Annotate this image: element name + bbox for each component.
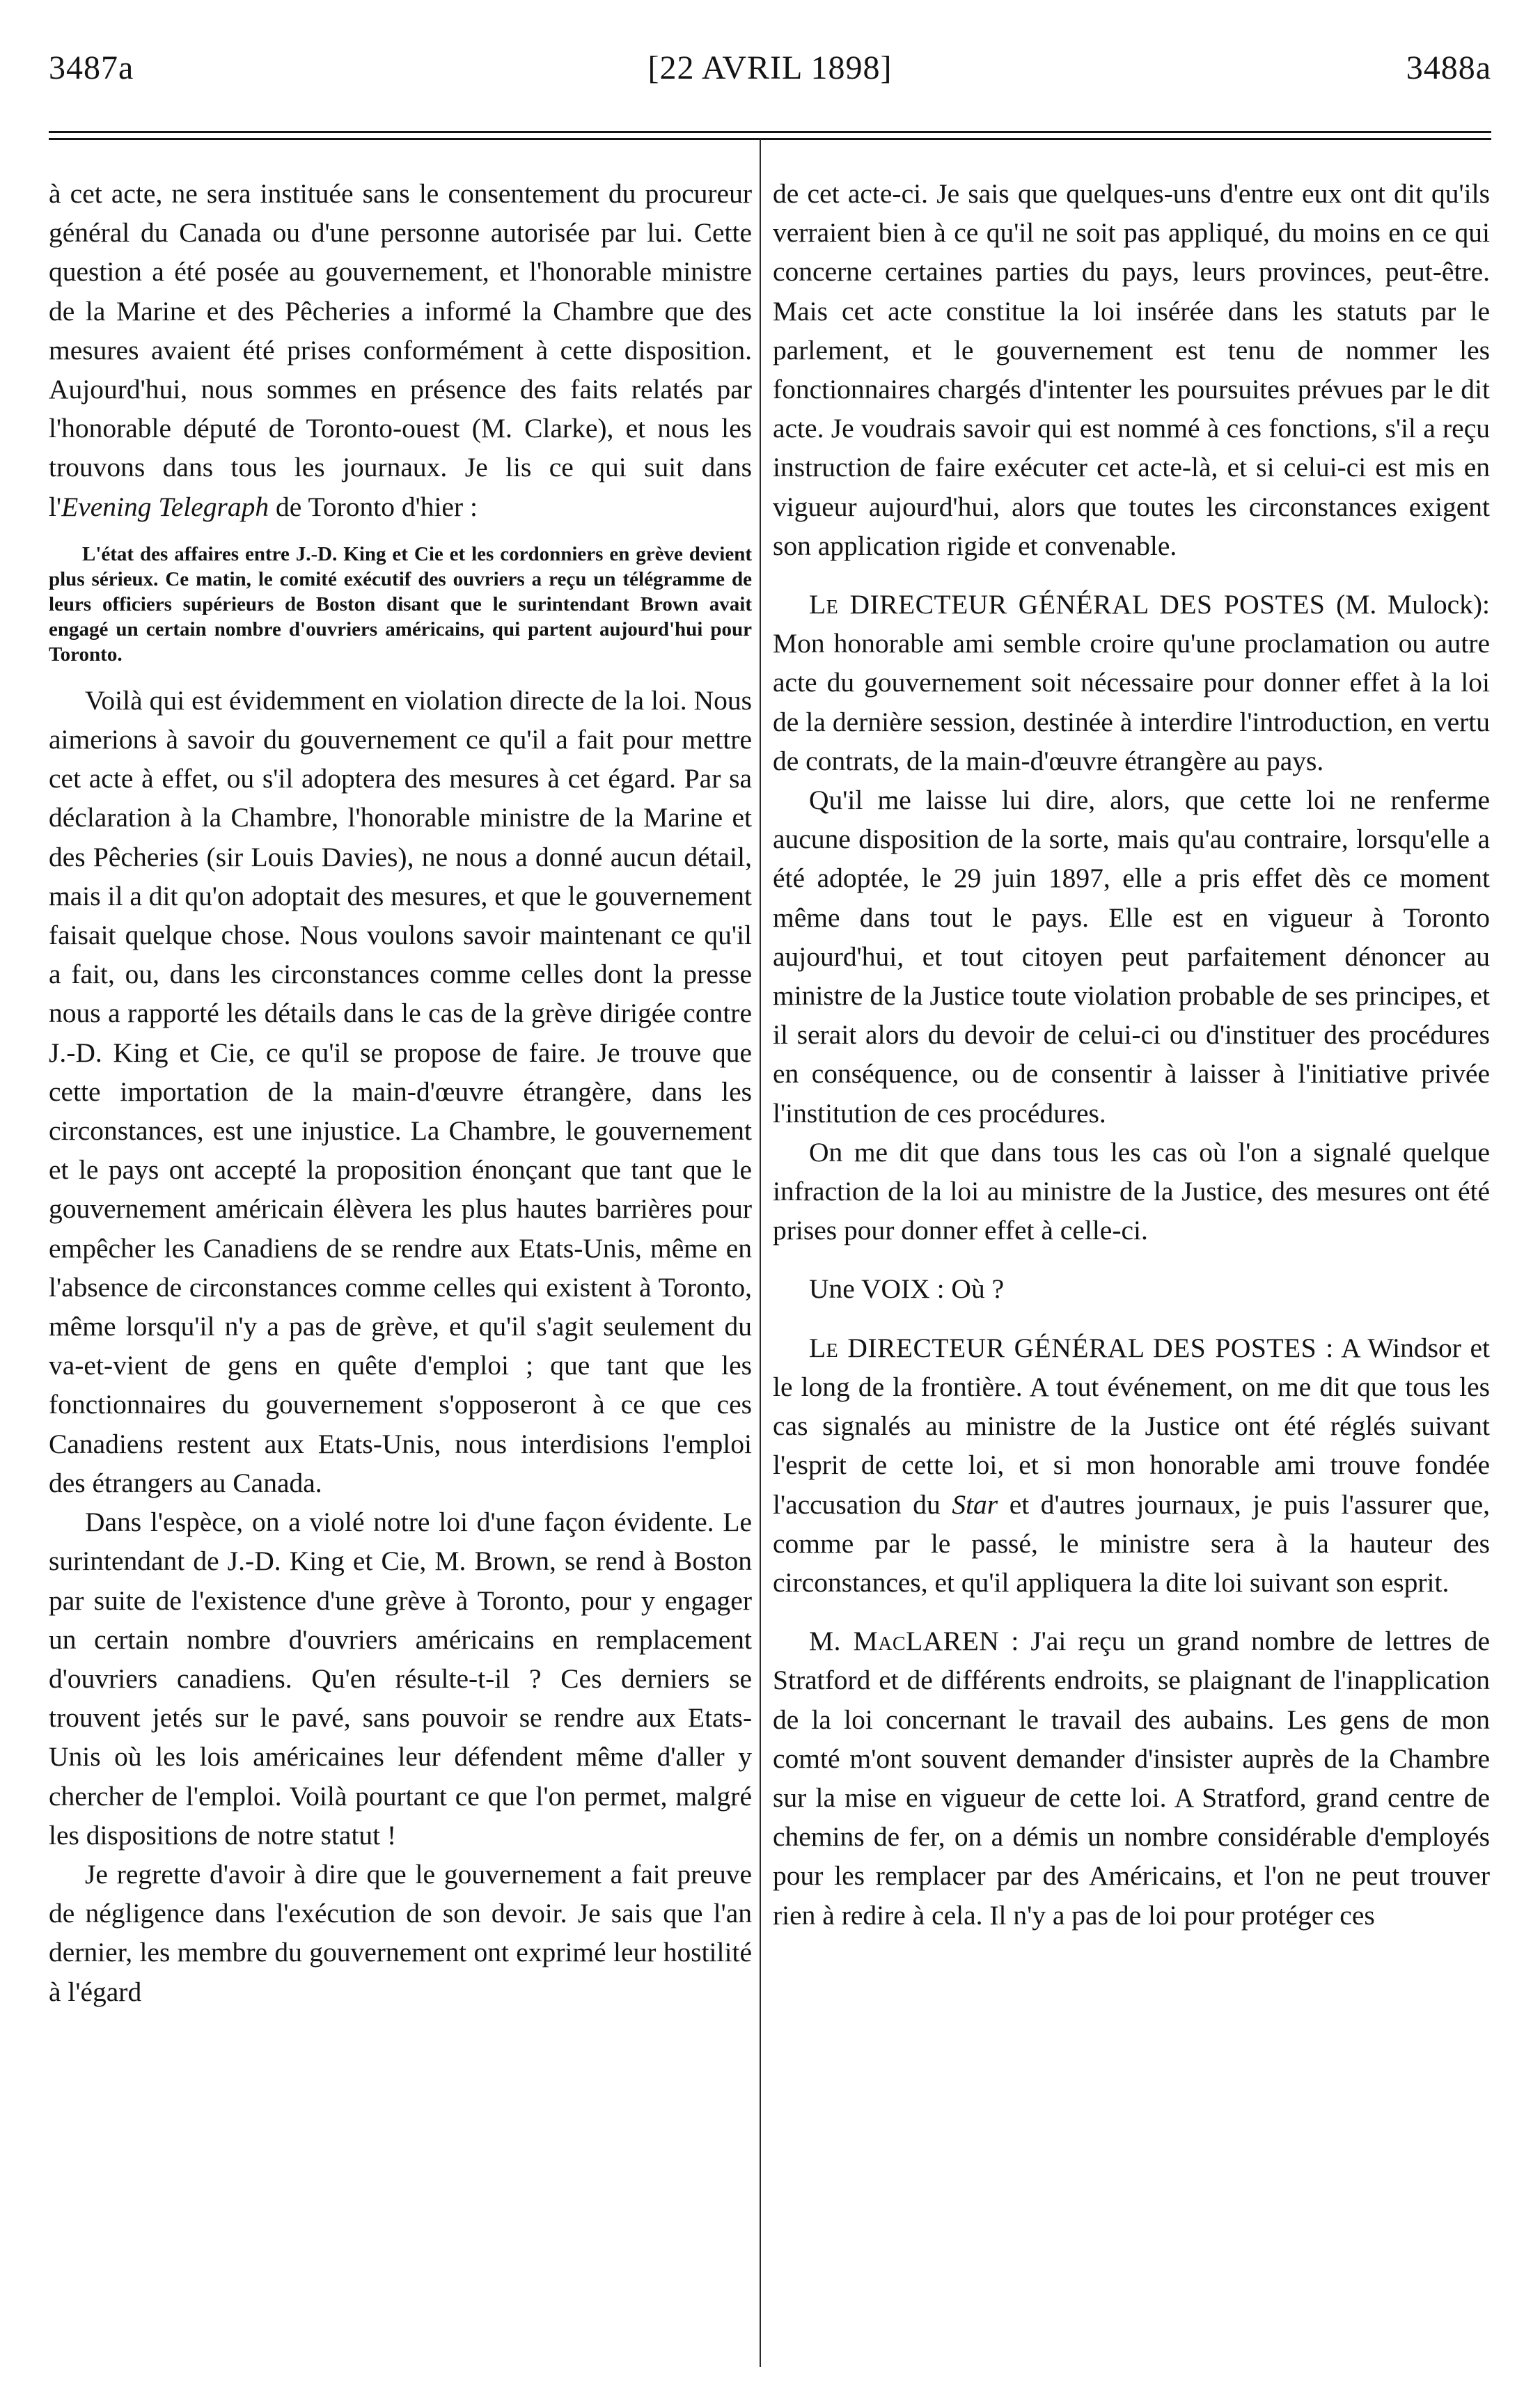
header-rule-top	[49, 131, 1491, 133]
paragraph: à cet acte, ne sera instituée sans le consentement du procureur général du Canada ou d'une personne autorisée par lui. Cette question a été posée au gouvernement, et l'honorable ministre de la Marine et des Pêcheries a informé la Chambre que des mesures avaient été prises conformément à cette disposition. Aujourd'hui, nous sommes en présence des faits relatés par l'honorable député de Toronto-ouest (M. Clarke), et nous les trouvons dans tous les journaux. Je lis ce qui suit dans l'Evening Telegraph de Toronto d'hier :	[49, 178, 752, 522]
page-header	[49, 49, 1491, 104]
paragraph: de cet acte-ci. Je sais que quelques-uns d'entre eux ont dit qu'ils verraient bien à ce qu'il ne soit pas appliqué, du moins en ce qui concerne certaines parties du pays, leurs provinces, peut-être. Mais cet acte constitue la loi insérée dans les statuts par le parlement, et le gouvernement est tenu de nommer les fonctionnaires chargés d'intenter les poursuites prévues par le dit acte. Je voudrais savoir qui est nommé à ces fonctions, s'il a reçu instruction de faire exécuter cet acte-là, et si celui-ci est mis en vigueur aujourd'hui, alors que toutes les circonstances exigent son application rigide et convenable.	[773, 178, 1490, 561]
paragraph: On me dit que dans tous les cas où l'on a signalé quelque infraction de la loi au ministre de la Justice, des mesures ont été prises pour donner effet à celle-ci.	[773, 1136, 1490, 1246]
interjection: Une VOIX : Où ?	[809, 1273, 1005, 1305]
paragraph: Dans l'espèce, on a violé notre loi d'une façon évidente. Le surintendant de J.-D. King et Cie, M. Brown, se rend à Boston par suite de l'existence d'une grève à Toronto, pour y engager un certain nombre d'ouvriers américains en remplacement d'ouvriers canadiens. Qu'en résulte-t-il ? Ces derniers se trouvent jetés sur le pavé, sans pouvoir se rendre aux Etats-Unis où les lois américaines leur défendent même d'aller y chercher de l'emploi. Voilà pourtant ce que l'on permet, malgré les dispositions de notre statut !	[49, 1507, 752, 1851]
quoted-excerpt: L'état des affaires entre J.-D. King et Cie et les cordonniers en grève devient plus sérieux. Ce matin, le comité exécutif des ouvriers a reçu un télégramme de leurs officiers supérieurs de Boston disant que le surintendant Brown avait engagé un certain nombre d'ouvriers américains, qui partent aujourd'hui pour Toronto.	[49, 542, 752, 666]
page-date: [22 AVRIL 1898]	[647, 49, 893, 86]
speech: Le DIRECTEUR GÉNÉRAL DES POSTES (M. Mulock): Mon honorable ami semble croire qu'une proclamation ou autre acte du gouvernement soit nécessaire pour donner effet à la loi de la dernière session, destinée à interdire l'introduction, en vertu de contrats, de la main-d'œuvre étrangère au pays.	[773, 589, 1490, 776]
newspaper-title: Evening Telegraph	[61, 491, 269, 522]
right-column	[773, 174, 1490, 2367]
paragraph: Je regrette d'avoir à dire que le gouvernement a fait preuve de négligence dans l'exécution de son devoir. Je sais que l'an dernier, les membre du gouvernement ont exprimé leur hostilité à l'égard	[49, 1858, 752, 2007]
column-divider	[760, 139, 761, 2367]
left-column	[49, 174, 752, 2367]
paragraph: Qu'il me laisse lui dire, alors, que cette loi ne renferme aucune disposition de la sorte, mais qu'au contraire, lorsqu'elle a été adoptée, le 29 juin 1897, elle a pris effet dès ce moment même dans tout le pays. Elle est en vigueur à Toronto aujourd'hui, et tout citoyen peut parfaitement dénoncer au ministre de la Justice toute violation probable de ses principes, et il serait alors du devoir de celui-ci ou d'instituer des procédures en conséquence, ou de consentir à laisser à l'initiative privée l'institution de ces procédures.	[773, 785, 1490, 1129]
speaker-label: M. MacLAREN	[809, 1626, 1000, 1657]
speech: Le DIRECTEUR GÉNÉRAL DES POSTES : A Windsor et le long de la frontière. A tout événement, on me dit que tous les cas signalés au ministre de la Justice ont été réglés suivant l'esprit de cette loi, et si mon honorable ami trouve fondée l'accusation du Star et d'autres journaux, je puis l'assurer que, comme par le passé, le ministre sera à la hauteur des circonstances, et qu'il appliquera la dite loi suivant son esprit.	[773, 1332, 1490, 1598]
page-number-right: 3488a	[1406, 49, 1491, 86]
header-rule-bottom	[49, 138, 1491, 140]
speaker-label: Le DIRECTEUR GÉNÉRAL DES POSTES	[809, 589, 1326, 620]
speaker-label: Le DIRECTEUR GÉNÉRAL DES POSTES :	[809, 1332, 1334, 1363]
speech: M. MacLAREN : J'ai reçu un grand nombre de lettres de Stratford et de différents endroits, se plaignant de l'inapplication de la loi concernant le travail des aubains. Les gens de mon comté m'ont souvent demander d'insister auprès de la Chambre sur la mise en vigueur de cette loi. A Stratford, grand centre de chemins de fer, on a démis un nombre considérable d'employés pour les remplacer par des Américains, et l'on ne peut trouver rien à redire à cela. Il n'y a pas de loi pour protéger ces	[773, 1626, 1490, 1931]
paragraph: Voilà qui est évidemment en violation directe de la loi. Nous aimerions à savoir du gouvernement ce qu'il a fait pour mettre cet acte à effet, ou s'il adoptera des mesures à cet égard. Par sa déclaration à la Chambre, l'honorable ministre de la Marine et des Pêcheries (sir Louis Davies), ne nous a donné aucun détail, mais il a dit qu'on adoptait des mesures, et que le gouvernement faisait quelque chose. Nous voulons savoir maintenant ce qu'il a fait, ou, dans les circonstances comme celles dont la presse nous a rapporté les détails dans le cas de la grève dirigée contre J.-D. King et Cie, ce qu'il se propose de faire. Je trouve que cette importation de la main-d'œuvre étrangère, dans les circonstances, est une injustice. La Chambre, le gouvernement et le pays ont accepté la proposition énonçant que tant que le gouvernement américain élèvera les plus hautes barrières pour empêcher les Canadiens de se rendre aux Etats-Unis, même en l'absence de circonstances comme celles qui existent à Toronto, même lorsqu'il n'y a pas de grève, et qu'il s'agit seulement du va-et-vient de gens en quête d'emploi ; que tant que les fonctionnaires du gouvernement s'opposeront à ce que ces Canadiens restent aux Etats-Unis, nous interdisions l'emploi des étrangers au Canada.	[49, 684, 752, 1498]
page-number-left: 3487a	[49, 49, 134, 86]
newspaper-title: Star	[952, 1488, 998, 1520]
